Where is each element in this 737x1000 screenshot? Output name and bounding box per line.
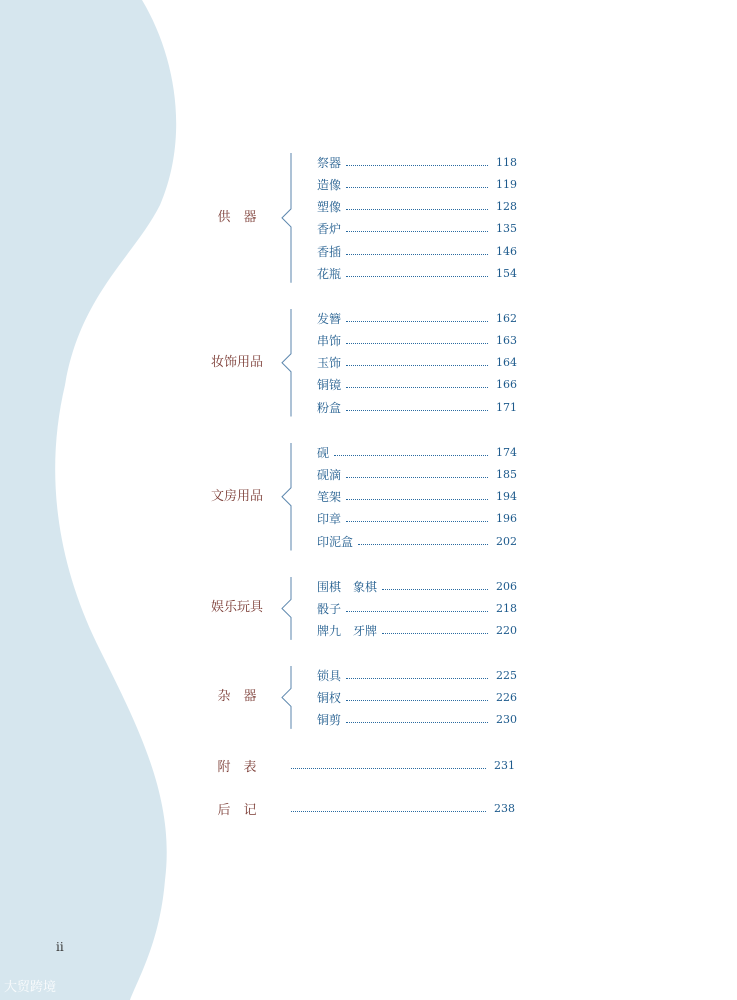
page-number: 163 (496, 333, 517, 347)
entry-title: 印章 (317, 512, 342, 527)
entry-title: 香炉 (317, 222, 342, 237)
page-number: 218 (496, 601, 517, 615)
toc-entry[interactable] (317, 686, 517, 708)
page-number: 174 (496, 445, 517, 459)
entry-title: 牌九 牙牌 (317, 624, 378, 639)
leader-dots (346, 270, 488, 277)
toc-entry[interactable] (317, 620, 517, 642)
toc-entry[interactable] (317, 396, 517, 418)
toc-entry[interactable] (317, 352, 517, 374)
entry-title: 笔架 (317, 490, 342, 505)
toc-entry[interactable] (317, 329, 517, 351)
toc-entry[interactable] (317, 597, 517, 619)
toc-entry[interactable] (317, 173, 517, 195)
page-number: 154 (496, 267, 517, 280)
leader-dots (346, 515, 488, 522)
leader-dots (346, 605, 488, 612)
entry-title: 铜镜 (317, 378, 342, 393)
toc-entry[interactable] (317, 664, 517, 686)
leader-dots (382, 583, 488, 590)
leader-dots (346, 694, 488, 701)
entry-title: 铜剪 (317, 713, 342, 728)
entry-title: 花瓶 (317, 267, 342, 281)
leader-dots (346, 181, 488, 188)
category-title: 妆饰用品 (210, 354, 263, 370)
entry-title: 发簪 (317, 311, 342, 326)
page-number: 202 (496, 534, 517, 548)
toc-group (0, 664, 737, 731)
page-number: 196 (496, 512, 517, 526)
entry-title: 粉盒 (317, 400, 342, 415)
entry-title: 造像 (317, 177, 342, 192)
leader-dots (358, 538, 488, 545)
entry-title: 印泥盒 (317, 534, 354, 549)
leader-dots (346, 337, 488, 344)
toc-group (0, 575, 737, 642)
toc-entry[interactable] (317, 486, 517, 508)
page-number: 206 (496, 579, 517, 593)
toc-entry[interactable] (317, 575, 517, 597)
leader-dots (346, 225, 488, 232)
page-number: 164 (496, 356, 517, 370)
leader-dots (346, 359, 488, 366)
entry-title: 砚滴 (317, 467, 342, 482)
appendix-entry-afterword[interactable] (195, 797, 515, 819)
toc-group (0, 151, 737, 285)
leader-dots (346, 381, 488, 388)
category-title: 文房用品 (210, 488, 263, 504)
category-title: 娱乐玩具 (210, 600, 263, 616)
leader-dots (346, 203, 488, 210)
brace-bracket (278, 441, 298, 553)
page-number: 128 (496, 200, 517, 214)
toc-group (0, 307, 737, 419)
leader-dots (346, 716, 488, 723)
entry-title: 骰子 (317, 601, 342, 616)
toc-entry[interactable] (317, 263, 517, 285)
page-number: 162 (496, 311, 517, 325)
entry-title: 塑像 (317, 200, 342, 215)
entry-title: 围棋 象棋 (317, 579, 378, 594)
toc-entry[interactable] (317, 151, 517, 173)
page-number: 135 (496, 222, 517, 236)
toc-entry[interactable] (317, 508, 517, 530)
toc-entry[interactable] (317, 441, 517, 463)
leader-dots (346, 672, 488, 679)
page-number: 185 (496, 467, 517, 481)
toc-entry[interactable] (317, 218, 517, 240)
appendix-entry-tables[interactable] (195, 754, 515, 776)
brace-bracket (278, 307, 298, 419)
page-number: 146 (496, 244, 517, 258)
leader-dots (291, 762, 486, 769)
leader-dots (346, 493, 488, 500)
leader-dots (346, 248, 488, 255)
page-number: 194 (496, 490, 517, 504)
brace-bracket (278, 575, 298, 642)
page-number: 119 (496, 177, 517, 191)
page-number: 231 (494, 758, 515, 772)
brace-bracket (278, 151, 298, 285)
leader-dots (334, 449, 488, 456)
page-number: 238 (494, 801, 515, 815)
leader-dots (346, 471, 488, 478)
category-title: 杂 器 (217, 689, 257, 705)
entry-title: 铜杈 (317, 690, 342, 705)
leader-dots (346, 159, 488, 166)
appendix-label: 后 记 (217, 802, 257, 818)
toc-entry[interactable] (317, 196, 517, 218)
appendix-label: 附 表 (217, 759, 257, 775)
toc-entry[interactable] (317, 240, 517, 262)
entry-title: 砚 (317, 445, 330, 460)
toc-entry[interactable] (317, 307, 517, 329)
page-folio: ii (56, 940, 64, 954)
entry-title: 香插 (317, 244, 342, 259)
page-number: 118 (496, 155, 517, 169)
page-number: 226 (496, 690, 517, 704)
leader-dots (346, 315, 488, 322)
category-title: 供 器 (217, 209, 257, 225)
page-number: 220 (496, 624, 517, 638)
toc-entry[interactable] (317, 709, 517, 731)
toc-entry[interactable] (317, 463, 517, 485)
toc-entry[interactable] (317, 530, 517, 552)
toc-group (0, 441, 737, 553)
page-number: 166 (496, 378, 517, 392)
leader-dots (346, 404, 488, 411)
entry-title: 玉饰 (317, 356, 342, 371)
leader-dots (382, 627, 488, 634)
page-number: 171 (496, 400, 517, 414)
entry-title: 祭器 (317, 155, 342, 170)
entry-title: 锁具 (317, 668, 342, 683)
entry-title: 串饰 (317, 333, 342, 348)
page-number: 230 (496, 713, 517, 727)
leader-dots (291, 805, 486, 812)
brace-bracket (278, 664, 298, 731)
page-number: 225 (496, 668, 517, 682)
watermark-text: 大贸跨境 (4, 980, 57, 995)
toc-entry[interactable] (317, 374, 517, 396)
